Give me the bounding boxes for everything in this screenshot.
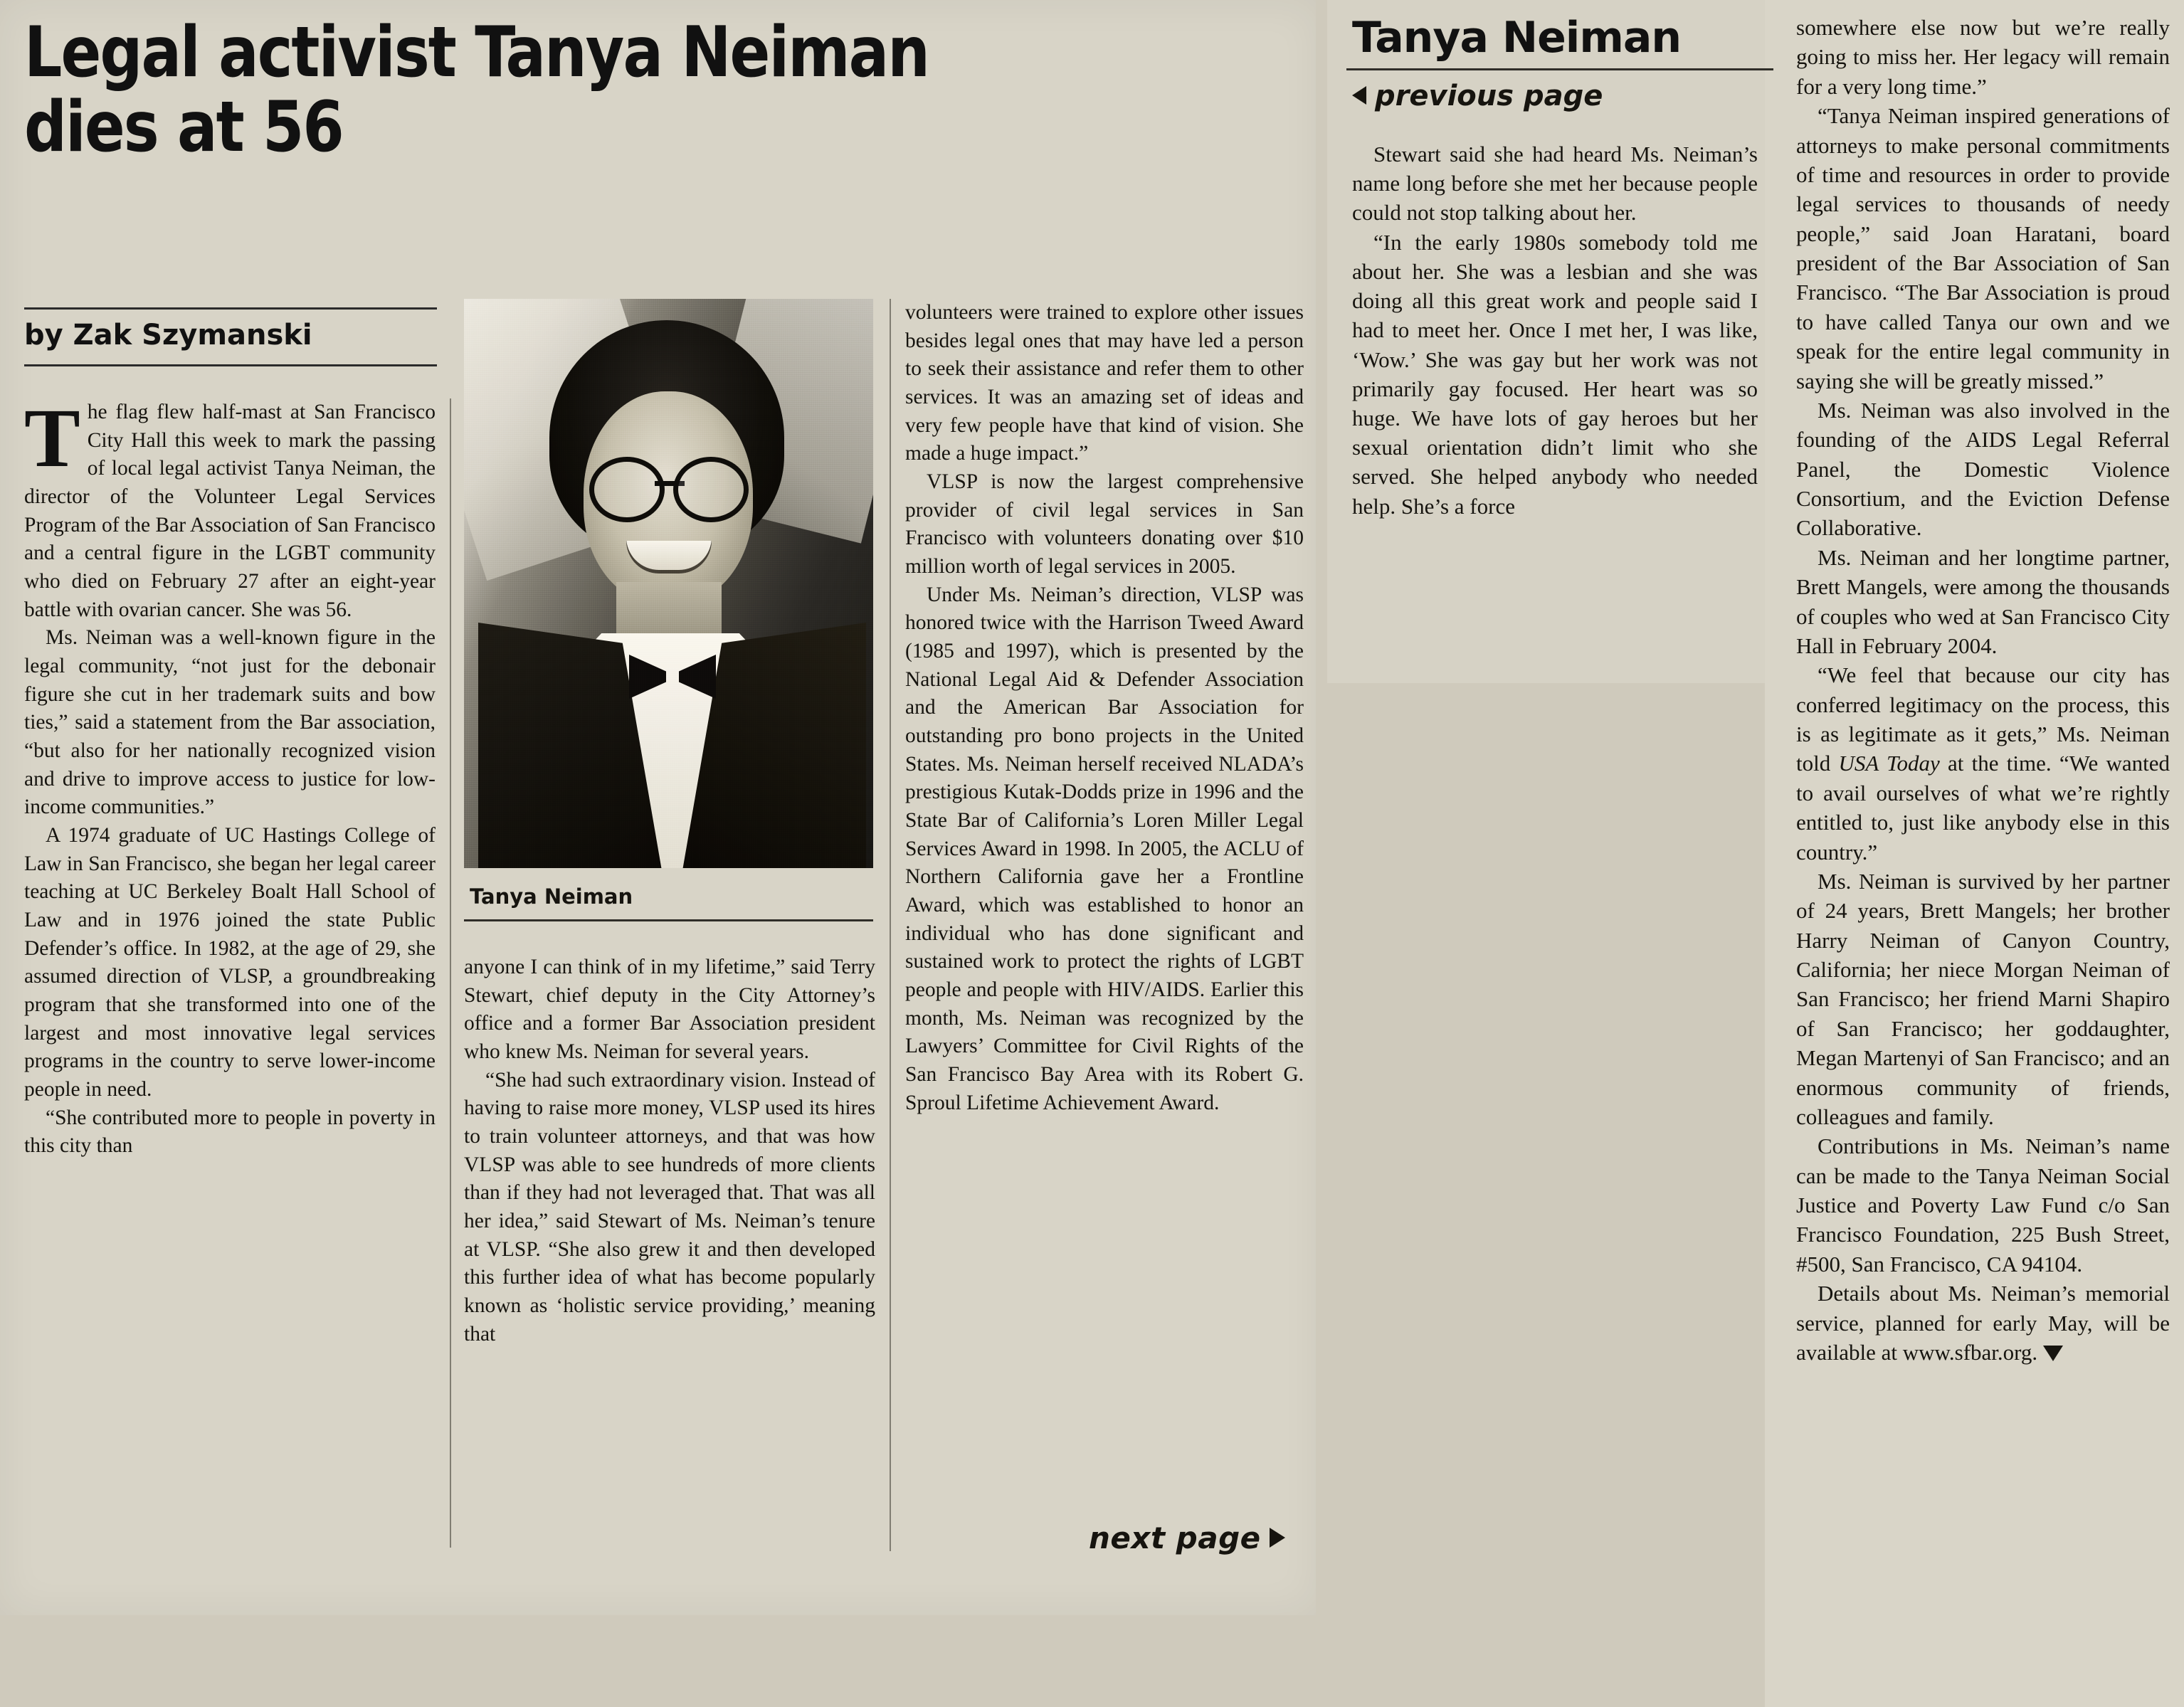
byline: by Zak Szymanski bbox=[24, 319, 312, 352]
byline-rule-top bbox=[24, 307, 437, 310]
paragraph: “She contributed more to people in poverty in this city than bbox=[24, 1106, 436, 1158]
paragraph: “She had such extraordinary vision. Instead of having to raise more money, VLSP used its hires to train volunteer attorneys, and that was how VLSP was able to see hundreds of more clients than if they had not leveraged that. That was all her idea,” said Stewart of Ms. Neiman’s tenure at VLSP. “She also grew it and then developed this further idea of what has become popularly known as ‘holistic service providing,’ meaning that bbox=[464, 1068, 875, 1346]
paragraph: “Tanya Neiman inspired generations of attorneys to make personal commitments of time and resources in order to provide legal services to thousands of needy people,” said Joan Haratani, board president of the Bar Association of San Francisco. “The Bar Association is proud to have called Tanya our own and we speak for the entire legal community in saying she will be greatly missed.” bbox=[1796, 103, 2170, 393]
jump-previous-page[interactable] bbox=[1352, 80, 1603, 112]
paragraph: VLSP is now the largest comprehensive provider of civil legal services in San Francisco with volunteers donating over $10 million worth of legal services in 2005. bbox=[905, 470, 1304, 578]
article-photo-container bbox=[464, 299, 873, 868]
jump-next-page[interactable] bbox=[1089, 1521, 1285, 1555]
continuation-title: Tanya Neiman bbox=[1352, 13, 1682, 63]
paragraph: Contributions in Ms. Neiman’s name can be made to the Tanya Neiman Social Justice and Poverty Law Fund c/o San Francisco Foundation, 225 Bush Street, #500, San Francisco, CA 94104. bbox=[1796, 1133, 2170, 1277]
page-title: Legal activist Tanya Neiman dies at 56 bbox=[24, 12, 929, 168]
paragraph: Under Ms. Neiman’s direction, VLSP was honored twice with the Harrison Tweed Award (1985 and 1997), which is presented by the National Legal Aid & Defender Association and the American Bar Association for outstanding pro bono projects in the United States. Ms. Neiman herself received NLADA’s prestigious Kutak-Dodds prize in 1996 and the State Bar of California’s Loren Miller Legal Services Award in 1998. In 2005, the ACLU of Northern California gave her a Frontline Award, which was established to honor an individual who has done significant and sustained work to protect the rights of LGBT people and people with HIV/AIDS. Earlier this month, Ms. Neiman was recognized by the Lawyers’ Committee for Civil Rights of the San Francisco Bay Area with its Robert G. Sproul Lifetime Achievement Award. bbox=[905, 583, 1304, 1114]
paragraph: anyone I can think of in my lifetime,” said Terry Stewart, chief deputy in the City Attorney’s office and a former Bar Association president who knew Ms. Neiman for several years. bbox=[464, 956, 875, 1064]
arrow-left-icon bbox=[1352, 86, 1366, 105]
publication-name: USA Today bbox=[1838, 751, 1940, 776]
arrow-right-icon bbox=[1270, 1528, 1285, 1548]
paragraph: A 1974 graduate of UC Hastings College of Law in San Francisco, she began her legal career teaching at UC Berkeley Boalt Hall School of Law and in 1976 joined the state Public Defender’s office. In 1982, at the age of 29, she assumed direction of VLSP, a groundbreaking program that she transformed into one of the largest and most innovative legal services programs in the country to serve lower-income people in need. bbox=[24, 824, 436, 1101]
portrait-photo bbox=[464, 299, 873, 868]
article-column-4 bbox=[1352, 139, 1758, 521]
paragraph: “We feel that because our city has conferred legitimacy on the process, this is as legitimate as it gets,” Ms. Neiman told USA Today at the time. “We wanted to avail ourselves of what we’re rightly entitled to, just like anybody else in this country.” bbox=[1796, 662, 2170, 865]
paragraph: volunteers were trained to explore other issues besides legal ones that may have led a person to seek their assistance and refer them to other services. It was an amazing set of ideas and very few people have that kind of vision. She made a huge impact.” bbox=[905, 301, 1304, 465]
article-column-3 bbox=[905, 299, 1304, 1117]
paragraph: “In the early 1980s somebody told me about her. She was a lesbian and she was doing all this great work and people said I had to meet her. Once I met her, I was like, ‘Wow.’ She was gay but her work was not primarily gay focused. Her heart was so huge. We have lots of gay heroes but her sexual orientation didn’t limit who she served. She helped anybody who needed help. She’s a force bbox=[1352, 229, 1758, 519]
article-column-1 bbox=[24, 391, 436, 1161]
byline-rule-bottom bbox=[24, 364, 437, 366]
article-column-5 bbox=[1796, 13, 2170, 1367]
caption-rule bbox=[464, 919, 873, 921]
column-rule-1 bbox=[450, 398, 451, 1548]
paragraph: Stewart said she had heard Ms. Neiman’s name long before she met her because people could not stop talking about her. bbox=[1352, 142, 1758, 226]
paragraph: somewhere else now but we’re really going to miss her. Her legacy will remain for a very long time.” bbox=[1796, 15, 2170, 99]
paragraph: Ms. Neiman and her longtime partner, Brett Mangels, were among the thousands of couples who wed at San Francisco City Hall in February 2004. bbox=[1796, 544, 2170, 658]
jump-next-page-label: next page bbox=[1089, 1521, 1261, 1555]
drop-cap: T bbox=[24, 391, 80, 485]
paragraph: Ms. Neiman was also involved in the founding of the AIDS Legal Referral Panel, the Domestic Violence Consortium, and the Eviction Defense Collaborative. bbox=[1796, 397, 2170, 541]
column-rule-2 bbox=[890, 299, 891, 1551]
paragraph: Details about Ms. Neiman’s memorial service, planned for early May, will be available at www.sfbar.org. bbox=[1796, 1281, 2170, 1365]
paragraph: he flag flew half-mast at San Francisco City Hall this week to mark the passing of local legal activist Tanya Neiman, the director of the Volunteer Legal Services Program of the Bar Association of San Francisco and a central figure in the LGBT community who died on February 27 after an eight-year battle with ovarian cancer. She was 56. bbox=[24, 401, 436, 621]
paragraph: Ms. Neiman is survived by her partner of 24 years, Brett Mangels; her brother Harry Neiman of Canyon Country, California; her niece Morgan Neiman of San Francisco; her friend Marni Shapiro of San Francisco; her goddaughter, Megan Martenyi of San Francisco; and an enormous community of friends, colleagues and family. bbox=[1796, 868, 2170, 1129]
jump-previous-page-label: previous page bbox=[1375, 80, 1603, 112]
photo-caption: Tanya Neiman bbox=[470, 884, 633, 909]
end-of-story-mark bbox=[2043, 1346, 2063, 1361]
paragraph: Ms. Neiman was a well-known figure in the legal community, “not just for the debonair figure she cut in her trademark suits and bow ties,” said a statement from the Bar association, “but also for her nationally recognized vision and drive to improve access to justice for low-income communities.” bbox=[24, 626, 436, 819]
article-column-2 bbox=[464, 953, 875, 1348]
continuation-rule bbox=[1346, 68, 1773, 70]
